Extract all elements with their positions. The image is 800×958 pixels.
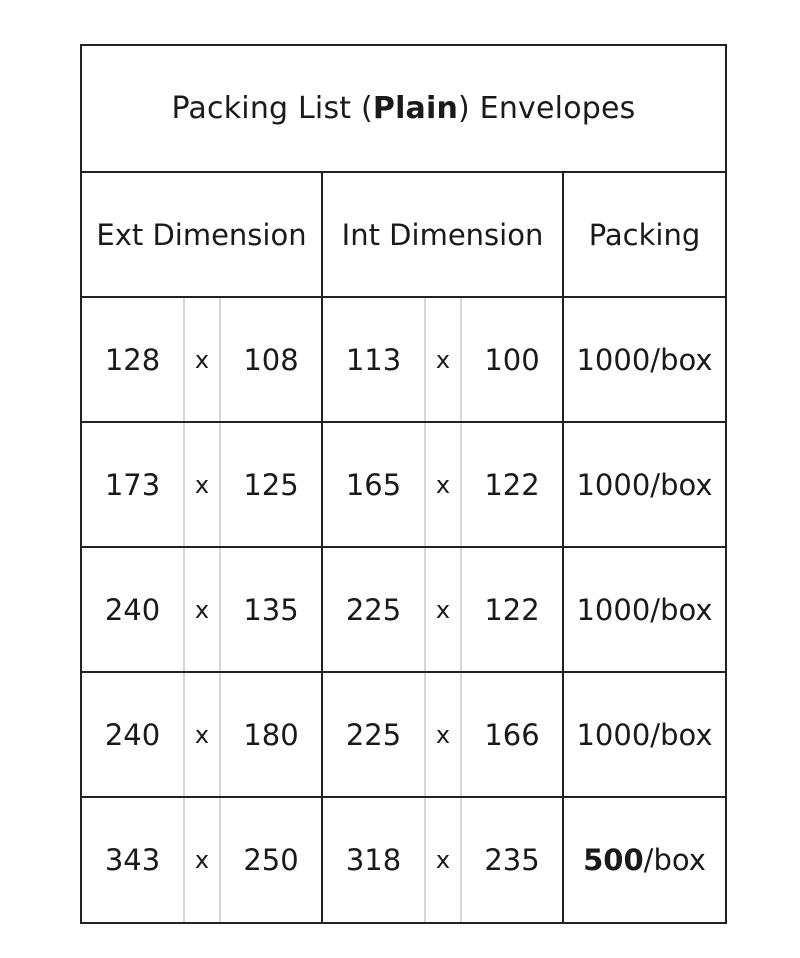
int-width-cell: 165 <box>323 423 426 546</box>
packing-unit: /box <box>650 717 713 752</box>
int-height-cell: 166 <box>462 673 564 796</box>
ext-height-cell: 180 <box>221 673 323 796</box>
ext-width-cell: 240 <box>82 673 185 796</box>
int-times-sign: x <box>426 673 462 796</box>
ext-height-cell: 250 <box>221 798 323 922</box>
packing-unit: /box <box>650 342 713 377</box>
ext-height-cell: 108 <box>221 298 323 421</box>
ext-times-sign: x <box>185 423 221 546</box>
packing-unit: /box <box>650 467 713 502</box>
int-width-cell: 225 <box>323 673 426 796</box>
int-height-cell: 122 <box>462 548 564 671</box>
int-width-cell: 225 <box>323 548 426 671</box>
table-row <box>82 798 725 922</box>
int-times-sign: x <box>426 298 462 421</box>
ext-width-cell: 128 <box>82 298 185 421</box>
int-height-cell: 122 <box>462 423 564 546</box>
packing-unit: /box <box>643 843 706 877</box>
ext-times-sign: x <box>185 548 221 671</box>
ext-height-cell: 135 <box>221 548 323 671</box>
title-suffix: ) Envelopes <box>458 91 636 126</box>
int-height-cell: 235 <box>462 798 564 922</box>
packing-cell <box>564 298 725 421</box>
int-times-sign: x <box>426 548 462 671</box>
table-title-row <box>82 46 725 173</box>
int-times-sign: x <box>426 798 462 922</box>
ext-times-sign: x <box>185 798 221 922</box>
packing-list-table <box>80 44 727 924</box>
ext-width-cell: 343 <box>82 798 185 922</box>
table-row <box>82 298 725 423</box>
packing-quantity: 500 <box>583 843 644 877</box>
table-row <box>82 548 725 673</box>
ext-times-sign: x <box>185 673 221 796</box>
header-row <box>82 173 725 298</box>
header-packing: Packing <box>588 217 701 252</box>
ext-width-cell: 173 <box>82 423 185 546</box>
int-height-cell: 100 <box>462 298 564 421</box>
table-row <box>82 673 725 798</box>
packing-quantity: 1000 <box>576 467 651 502</box>
ext-times-sign: x <box>185 298 221 421</box>
ext-height-cell: 125 <box>221 423 323 546</box>
ext-width-cell: 240 <box>82 548 185 671</box>
packing-cell <box>564 548 725 671</box>
int-width-cell: 113 <box>323 298 426 421</box>
title-emphasis: Plain <box>372 91 459 126</box>
packing-cell <box>564 673 725 796</box>
title-prefix: Packing List ( <box>171 91 373 126</box>
int-times-sign: x <box>426 423 462 546</box>
header-int-dimension: Int Dimension <box>323 173 564 296</box>
packing-quantity: 1000 <box>576 592 651 627</box>
table-row <box>82 423 725 548</box>
packing-cell <box>564 423 725 546</box>
packing-quantity: 1000 <box>576 342 651 377</box>
packing-unit: /box <box>650 592 713 627</box>
packing-cell <box>564 798 725 922</box>
int-width-cell: 318 <box>323 798 426 922</box>
header-ext-dimension: Ext Dimension <box>82 173 323 296</box>
packing-quantity: 1000 <box>576 717 651 752</box>
table-title <box>82 46 725 171</box>
